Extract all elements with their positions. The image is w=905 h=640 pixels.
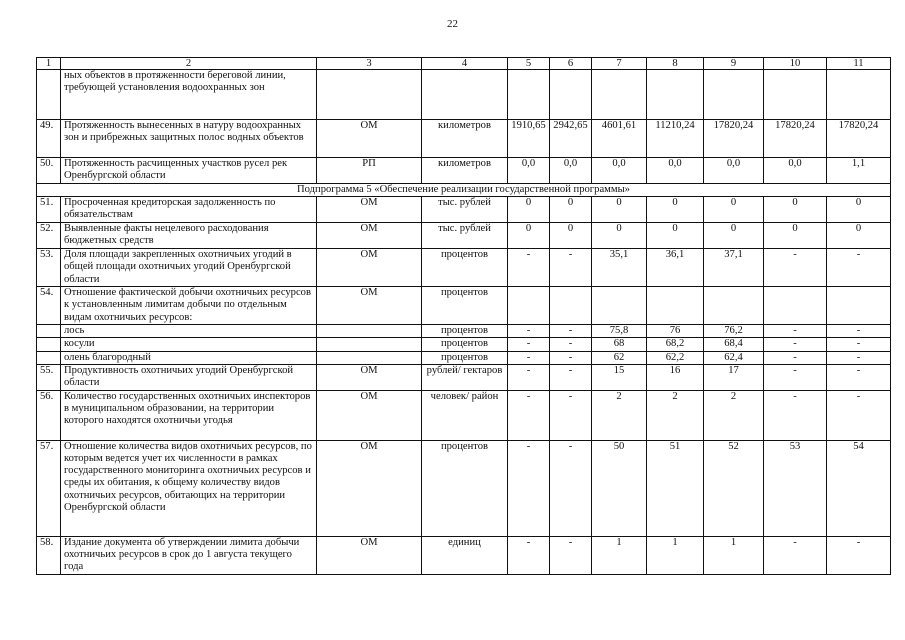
table-row bbox=[37, 325, 891, 338]
value-cell: - bbox=[764, 249, 827, 287]
value-cell: - bbox=[508, 364, 550, 390]
value-cell: 62,4 bbox=[704, 351, 764, 364]
indicator-name: Протяженность вынесенных в натуру водоохранных зон и прибрежных защитных полос водных объектов bbox=[61, 120, 317, 158]
value-cell: 0 bbox=[592, 197, 647, 223]
indicator-name: Количество государственных охотничьих инспекторов в муниципальном образовании, на территории которого находятся охотничьи угодья bbox=[61, 390, 317, 440]
row-number: 50. bbox=[37, 158, 61, 184]
value-cell: 16 bbox=[647, 364, 704, 390]
value-cell: 0 bbox=[764, 223, 827, 249]
unit: процентов bbox=[422, 351, 508, 364]
value-cell: 2 bbox=[592, 390, 647, 440]
value-cell: - bbox=[764, 364, 827, 390]
value-cell: 62,2 bbox=[647, 351, 704, 364]
row-number: 49. bbox=[37, 120, 61, 158]
value-cell: - bbox=[550, 249, 592, 287]
value-cell: 17820,24 bbox=[704, 120, 764, 158]
table-row bbox=[37, 351, 891, 364]
value-cell: 0,0 bbox=[764, 158, 827, 184]
value-cell: 0,0 bbox=[592, 158, 647, 184]
indicator-name: Издание документа об утверждении лимита добычи охотничьих ресурсов в срок до 1 августа текущего года bbox=[61, 536, 317, 574]
indicator-name: ных объектов в протяженности береговой линии, требующей установления водоохранных зон bbox=[61, 70, 317, 120]
value-cell: - bbox=[508, 390, 550, 440]
value-cell: - bbox=[827, 390, 891, 440]
value-cell: 0 bbox=[508, 197, 550, 223]
section-row bbox=[37, 184, 891, 197]
value-cell: 68,4 bbox=[704, 338, 764, 351]
value-cell: 1 bbox=[704, 536, 764, 574]
value-cell: 0 bbox=[647, 223, 704, 249]
row-number: 52. bbox=[37, 223, 61, 249]
header-cell: 10 bbox=[764, 58, 827, 70]
indicator-type: ОМ bbox=[317, 364, 422, 390]
value-cell: 36,1 bbox=[647, 249, 704, 287]
value-cell: 2 bbox=[704, 390, 764, 440]
value-cell: 0 bbox=[704, 223, 764, 249]
value-cell: - bbox=[827, 364, 891, 390]
value-cell: - bbox=[550, 390, 592, 440]
value-cell: 75,8 bbox=[592, 325, 647, 338]
value-cell: 0 bbox=[550, 223, 592, 249]
row-number: 56. bbox=[37, 390, 61, 440]
value-cell: - bbox=[764, 325, 827, 338]
value-cell: 50 bbox=[592, 440, 647, 536]
value-cell: 68,2 bbox=[647, 338, 704, 351]
unit: процентов bbox=[422, 249, 508, 287]
indicator-name: олень благородный bbox=[61, 351, 317, 364]
value-cell: 0 bbox=[704, 197, 764, 223]
header-cell: 6 bbox=[550, 58, 592, 70]
header-row bbox=[37, 58, 891, 70]
unit: процентов bbox=[422, 287, 508, 325]
value-cell: - bbox=[508, 536, 550, 574]
row-number: 55. bbox=[37, 364, 61, 390]
section-title: Подпрограмма 5 «Обеспечение реализации государственной программы» bbox=[37, 184, 891, 197]
table-row bbox=[37, 249, 891, 287]
indicator-name: Продуктивность охотничьих угодий Оренбургской области bbox=[61, 364, 317, 390]
value-cell: - bbox=[550, 364, 592, 390]
table-row bbox=[37, 390, 891, 440]
header-cell: 3 bbox=[317, 58, 422, 70]
unit: километров bbox=[422, 158, 508, 184]
value-cell: 37,1 bbox=[704, 249, 764, 287]
value-cell: 17820,24 bbox=[764, 120, 827, 158]
value-cell: 0,0 bbox=[647, 158, 704, 184]
header-cell: 9 bbox=[704, 58, 764, 70]
value-cell: 76,2 bbox=[704, 325, 764, 338]
table-row bbox=[37, 287, 891, 325]
value-cell: - bbox=[827, 351, 891, 364]
value-cell: - bbox=[508, 351, 550, 364]
header-cell: 8 bbox=[647, 58, 704, 70]
table-row bbox=[37, 338, 891, 351]
indicator-name: Отношение количества видов охотничьих ресурсов, по которым ведется учет их численности в рамках государственного мониторинга охотничьих ресурсов и среды их обитания, к общему количеству видов охотничьих ресурсов, обитающих на территории Оренбургской области bbox=[61, 440, 317, 536]
value-cell: - bbox=[550, 325, 592, 338]
value-cell: - bbox=[764, 536, 827, 574]
value-cell: - bbox=[827, 325, 891, 338]
indicator-type: ОМ bbox=[317, 223, 422, 249]
value-cell: 0 bbox=[764, 197, 827, 223]
indicator-type: ОМ bbox=[317, 197, 422, 223]
indicator-name: лось bbox=[61, 325, 317, 338]
indicator-type: РП bbox=[317, 158, 422, 184]
table-row bbox=[37, 158, 891, 184]
table-row bbox=[37, 120, 891, 158]
value-cell: 4601,61 bbox=[592, 120, 647, 158]
row-number: 53. bbox=[37, 249, 61, 287]
header-cell: 7 bbox=[592, 58, 647, 70]
value-cell: 0,0 bbox=[508, 158, 550, 184]
indicator-type: ОМ bbox=[317, 536, 422, 574]
value-cell: 35,1 bbox=[592, 249, 647, 287]
value-cell: - bbox=[550, 338, 592, 351]
unit: километров bbox=[422, 120, 508, 158]
value-cell: 76 bbox=[647, 325, 704, 338]
value-cell: 0 bbox=[592, 223, 647, 249]
value-cell: - bbox=[827, 536, 891, 574]
value-cell: - bbox=[550, 440, 592, 536]
unit: процентов bbox=[422, 325, 508, 338]
value-cell: - bbox=[508, 440, 550, 536]
value-cell: 17820,24 bbox=[827, 120, 891, 158]
value-cell: 11210,24 bbox=[647, 120, 704, 158]
value-cell: - bbox=[764, 351, 827, 364]
indicator-name: Просроченная кредиторская задолженность по обязательствам bbox=[61, 197, 317, 223]
value-cell: - bbox=[550, 351, 592, 364]
value-cell: 1 bbox=[647, 536, 704, 574]
indicator-name: Отношение фактической добычи охотничьих ресурсов к установленным лимитам добычи по отдельным видам охотничьих ресурсов: bbox=[61, 287, 317, 325]
value-cell: 0 bbox=[647, 197, 704, 223]
value-cell: 17 bbox=[704, 364, 764, 390]
row-number: 54. bbox=[37, 287, 61, 325]
row-number bbox=[37, 70, 61, 120]
value-cell: 2942,65 bbox=[550, 120, 592, 158]
table-row bbox=[37, 197, 891, 223]
value-cell: - bbox=[508, 325, 550, 338]
unit: процентов bbox=[422, 338, 508, 351]
value-cell: 0 bbox=[827, 197, 891, 223]
value-cell: 0,0 bbox=[550, 158, 592, 184]
table-row bbox=[37, 223, 891, 249]
table-row bbox=[37, 536, 891, 574]
unit: тыс. рублей bbox=[422, 223, 508, 249]
indicator-type: ОМ bbox=[317, 440, 422, 536]
indicator-name: Доля площади закрепленных охотничьих угодий в общей площади охотничьих угодий Оренбургской области bbox=[61, 249, 317, 287]
value-cell: 54 bbox=[827, 440, 891, 536]
indicator-name: косули bbox=[61, 338, 317, 351]
row-number: 57. bbox=[37, 440, 61, 536]
value-cell: - bbox=[550, 536, 592, 574]
unit: рублей/ гектаров bbox=[422, 364, 508, 390]
table-row bbox=[37, 364, 891, 390]
indicator-type: ОМ bbox=[317, 249, 422, 287]
unit: единиц bbox=[422, 536, 508, 574]
value-cell: 68 bbox=[592, 338, 647, 351]
value-cell: 0 bbox=[508, 223, 550, 249]
indicator-type: ОМ bbox=[317, 287, 422, 325]
value-cell: 2 bbox=[647, 390, 704, 440]
unit: человек/ район bbox=[422, 390, 508, 440]
value-cell: - bbox=[508, 338, 550, 351]
value-cell: - bbox=[827, 249, 891, 287]
indicator-name: Протяженность расчищенных участков русел рек Оренбургской области bbox=[61, 158, 317, 184]
value-cell: 15 bbox=[592, 364, 647, 390]
unit: процентов bbox=[422, 440, 508, 536]
value-cell: 62 bbox=[592, 351, 647, 364]
header-cell: 4 bbox=[422, 58, 508, 70]
header-cell: 1 bbox=[37, 58, 61, 70]
table-row bbox=[37, 70, 891, 120]
value-cell: - bbox=[764, 338, 827, 351]
value-cell: 0 bbox=[550, 197, 592, 223]
value-cell: 0 bbox=[827, 223, 891, 249]
value-cell: 1910,65 bbox=[508, 120, 550, 158]
value-cell: - bbox=[764, 390, 827, 440]
value-cell: 53 bbox=[764, 440, 827, 536]
value-cell: 51 bbox=[647, 440, 704, 536]
unit: тыс. рублей bbox=[422, 197, 508, 223]
page-number: 22 bbox=[447, 18, 458, 30]
indicator-type: ОМ bbox=[317, 120, 422, 158]
value-cell: 1 bbox=[592, 536, 647, 574]
value-cell: 52 bbox=[704, 440, 764, 536]
value-cell: - bbox=[508, 249, 550, 287]
table-row bbox=[37, 440, 891, 536]
value-cell: 0,0 bbox=[704, 158, 764, 184]
indicator-type: ОМ bbox=[317, 390, 422, 440]
header-cell: 2 bbox=[61, 58, 317, 70]
header-cell: 11 bbox=[827, 58, 891, 70]
indicators-table bbox=[36, 57, 891, 575]
indicator-name: Выявленные факты нецелевого расходования бюджетных средств bbox=[61, 223, 317, 249]
row-number: 58. bbox=[37, 536, 61, 574]
header-cell: 5 bbox=[508, 58, 550, 70]
row-number: 51. bbox=[37, 197, 61, 223]
value-cell: 1,1 bbox=[827, 158, 891, 184]
value-cell: - bbox=[827, 338, 891, 351]
